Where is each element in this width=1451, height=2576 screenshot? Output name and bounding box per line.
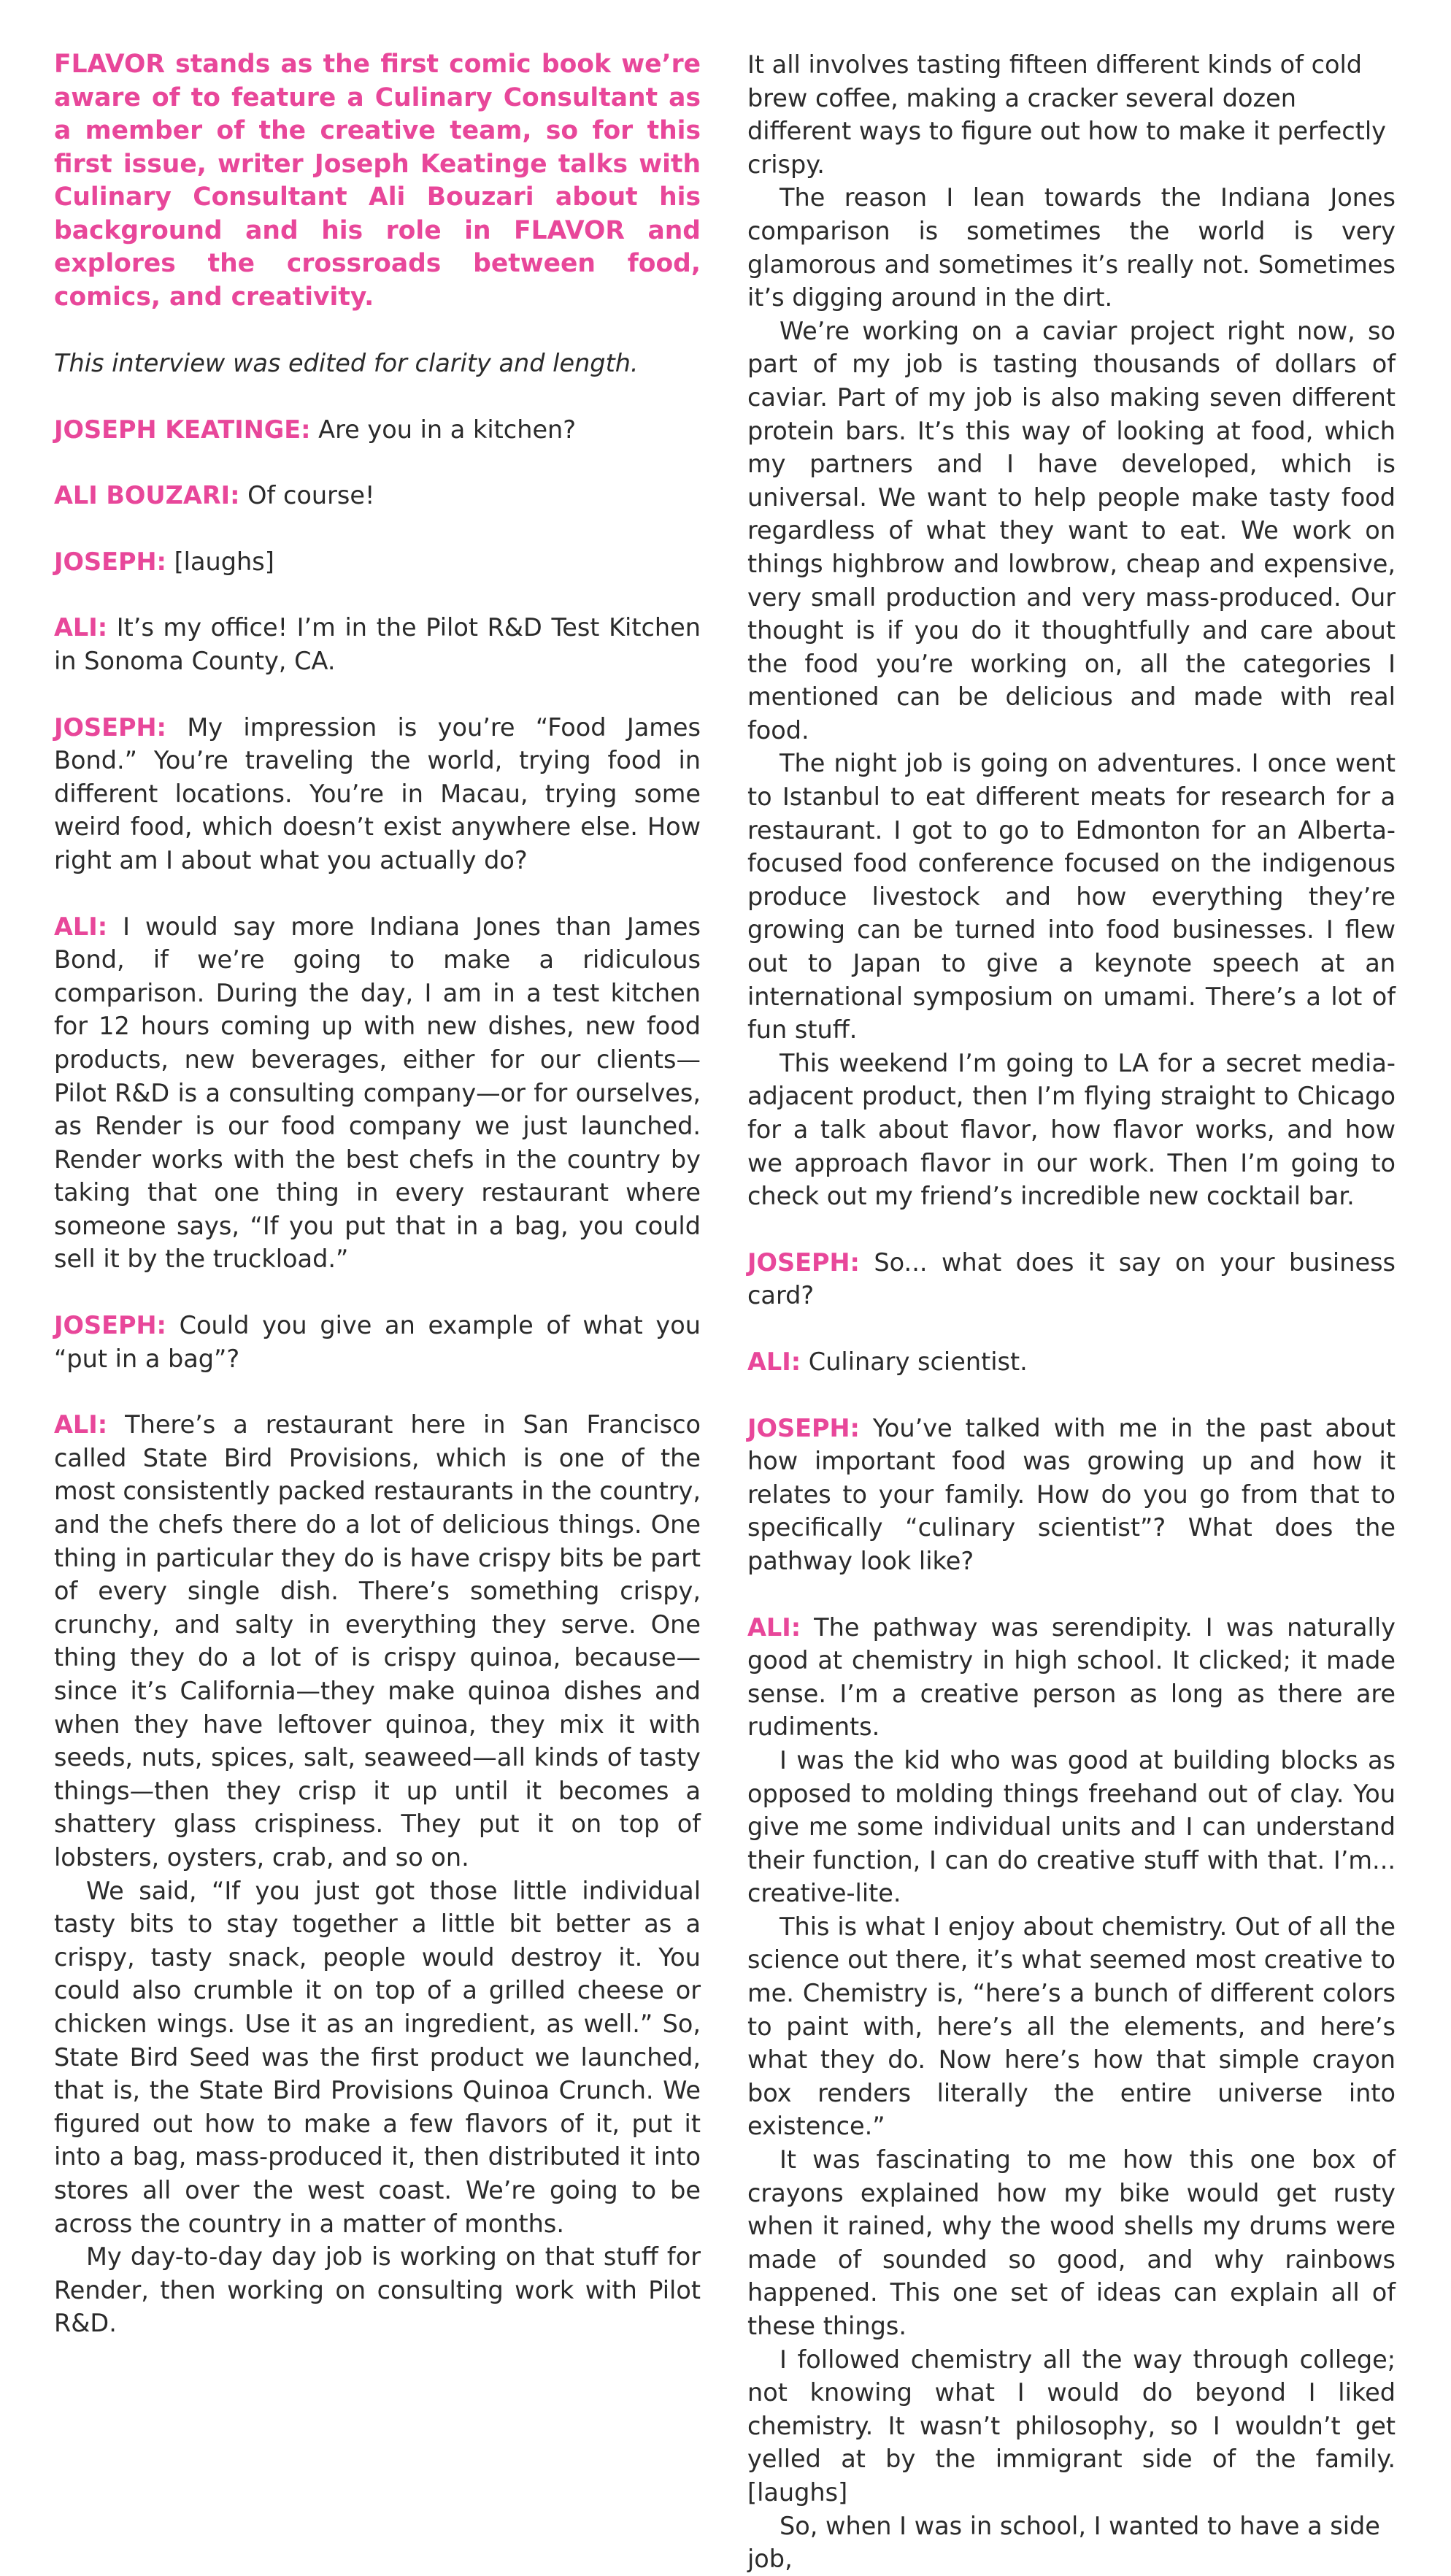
intro-paragraph: FLAVOR stands as the first comic book we’re aware of to feature a Culinary Consultant as a member of the creative team, so for this first issue, writer Joseph Keatinge talks with Culinary Consultant Ali Bouzari about his background and his role in FLAVOR and explores the crossroads between food, comics, and creativity. — [54, 50, 701, 312]
qa-text: [laughs] — [174, 547, 274, 576]
left-column — [54, 48, 701, 2340]
qa-block — [54, 413, 701, 447]
qa-block — [747, 1611, 1396, 1744]
qa-text: So... what does it say on your business card? — [747, 1247, 1396, 1310]
body-paragraph: We’re working on a caviar project right now, so part of my job is tasting thousands of dollars of caviar. Part of my job is also making seven different protein bars. It’s this way of looking at food, which my partners and I have developed, which is universal. We want to help people make tasty food regardless of what they want to eat. We work on things highbrow and lowbrow, cheap and expensive, very small production and very mass-produced. Our thought is if you do it thoughtfully and care about the food you’re working on, all the categories I mentioned can be delicious and made with real food. — [747, 316, 1396, 745]
speaker-label: ALI: — [54, 613, 108, 642]
body-paragraph: The night job is going on adventures. I once went to Istanbul to eat different meats for research for a restaurant. I got to go to Edmonton for an Alberta-focused food conference focused on the indigenous produce livestock and how everything they’re growing can be turned into food businesses. I flew out to Japan to give a keynote speech at an international symposium on umami. There’s a lot of fun stuff. — [747, 749, 1396, 1045]
body-paragraph: So, when I was in school, I wanted to have a side job, — [747, 2511, 1380, 2574]
qa-block — [54, 479, 701, 512]
right-column — [747, 48, 1396, 2576]
qa-block — [747, 1412, 1396, 1578]
qa-block — [54, 1309, 701, 1375]
speaker-label: JOSEPH: — [54, 1311, 166, 1340]
qa-text: There’s a restaurant here in San Francisco called State Bird Provisions, which is one of the most consistently packed restaurants in the country, and the chefs there do a lot of delicious things. One thing in particular they do is have crispy bits be part of every single dish. There’s something crispy, crunchy, and salty in everything they serve. One thing they do a lot of is crispy quinoa, because—since it’s California—they make quinoa dishes and when they have leftover quinoa, they mix it with seeds, nuts, spices, salt, seaweed—all kinds of tasty things—then they crisp it up until it becomes a shattery glass crispiness. They put it on top of lobsters, oysters, crab, and so on. — [54, 1410, 701, 1872]
qa-block — [54, 1408, 701, 1874]
body-paragraph: This weekend I’m going to LA for a secret media-adjacent product, then I’m flying straight to Chicago for a talk about flavor, how flavor works, and how we approach flavor in our work. Then I’m going to check out my friend’s incredible new cocktail bar. — [747, 1048, 1396, 1211]
editor-note: This interview was edited for clarity and length. — [54, 349, 639, 377]
qa-text: Could you give an example of what you “put in a bag”? — [54, 1311, 701, 1373]
qa-text: My impression is you’re “Food James Bond.” You’re traveling the world, trying food in different locations. You’re in Macau, trying some weird food, which doesn’t exist anywhere else. How right am I about what you actually do? — [54, 712, 701, 874]
qa-text: I would say more Indiana Jones than James Bond, if we’re going to make a ridiculous comparison. During the day, I am in a test kitchen for 12 hours coming up with new dishes, new food products, new beverages, either for our clients—Pilot R&D is a consulting company—or for ourselves, as Render is our food company we just launched. Render works with the best chefs in the country by taking that one thing in every restaurant where someone says, “If you put that in a bag, you could sell it by the truckload.” — [54, 912, 701, 1274]
qa-block — [54, 910, 701, 1277]
body-paragraph: We said, “If you just got those little individual tasty bits to stay together a little bit better as a crispy, tasty snack, people would destroy it. You could also crumble it on top of a grilled cheese or chicken wings. Use it as an ingredient, as well.” So, State Bird Seed was the first product we launched, that is, the State Bird Provisions Quinoa Crunch. We figured out how to make a few flavors of it, put it into a bag, mass-produced it, then distributed it into stores all over the west coast. We’re going to be across the country in a matter of months. — [54, 1876, 701, 2238]
qa-block — [747, 1246, 1396, 1312]
qa-text: You’ve talked with me in the past about how important food was growing up and how it relates to your family. How do you go from that to specifically “culinary scientist”? What does the pathway look like? — [747, 1413, 1396, 1575]
qa-block — [54, 545, 701, 579]
body-paragraph: I was the kid who was good at building blocks as opposed to molding things freehand out of clay. You give me some individual units and I can understand their function, I can do creative stuff with that. I’m... creative-lite. — [747, 1745, 1396, 1908]
speaker-label: ALI: — [747, 1347, 801, 1376]
qa-block — [54, 711, 701, 877]
qa-block — [747, 1345, 1396, 1379]
body-paragraph: This is what I enjoy about chemistry. Out of all the science out there, it’s what seemed most creative to me. Chemistry is, “here’s a bunch of different colors to paint with, here’s all the elements, and here’s what they do. Now here’s how that simple crayon box renders literally the entire universe into existence.” — [747, 1912, 1396, 2141]
body-paragraph: I followed chemistry all the way through college; not knowing what I would do beyond I liked chemistry. It wasn’t philosophy, so I wouldn’t get yelled at by the immigrant side of the family. [laughs] — [747, 2345, 1396, 2507]
speaker-label: ALI: — [54, 1410, 108, 1439]
speaker-label: JOSEPH: — [747, 1413, 860, 1442]
speaker-label: JOSEPH: — [54, 712, 166, 742]
qa-text: Culinary scientist. — [808, 1347, 1028, 1376]
qa-text: Are you in a kitchen? — [318, 415, 577, 444]
speaker-label: JOSEPH: — [54, 547, 166, 576]
speaker-label: JOSEPH KEATINGE: — [54, 415, 311, 444]
speaker-label: ALI BOUZARI: — [54, 481, 240, 510]
qa-text: It’s my office! I’m in the Pilot R&D Test Kitchen in Sonoma County, CA. — [54, 613, 701, 675]
speaker-label: JOSEPH: — [747, 1247, 860, 1277]
qa-text: Of course! — [247, 481, 375, 510]
body-paragraph: It all involves tasting fifteen different kinds of cold brew coffee, making a cracker several dozen different ways to figure out how to make it perfectly crispy. — [747, 50, 1386, 179]
body-paragraph: The reason I lean towards the Indiana Jones comparison is sometimes the world is very glamorous and sometimes it’s really not. Sometimes it’s digging around in the dirt. — [747, 183, 1396, 312]
body-paragraph: My day-to-day day job is working on that stuff for Render, then working on consulting work with Pilot R&D. — [54, 2242, 701, 2338]
speaker-label: ALI: — [747, 1612, 801, 1642]
body-paragraph: It was fascinating to me how this one box of crayons explained how my bike would get rusty when it rained, why the wood shells my drums were made of sounded so good, and why rainbows happened. This one set of ideas can explain all of these things. — [747, 2145, 1396, 2340]
speaker-label: ALI: — [54, 912, 108, 941]
qa-block — [54, 611, 701, 677]
qa-text: The pathway was serendipity. I was naturally good at chemistry in high school. It clicked; it made sense. I’m a creative person as long as there are rudiments. — [747, 1612, 1396, 1742]
